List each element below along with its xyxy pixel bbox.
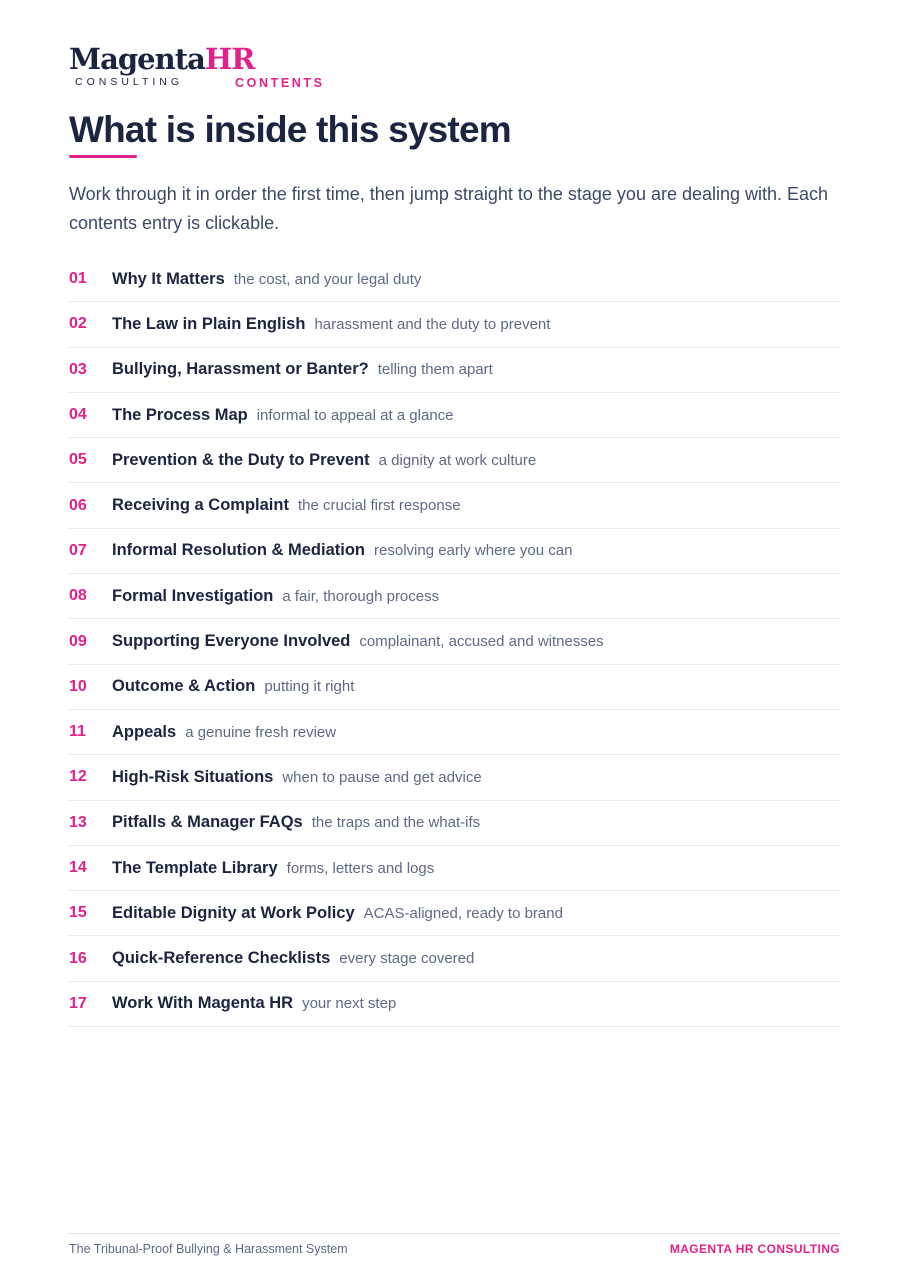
toc-entry-description: complainant, accused and witnesses	[359, 633, 604, 651]
toc-entry-title[interactable]: Editable Dignity at Work Policy	[112, 903, 355, 922]
toc-entry[interactable]	[69, 710, 840, 755]
toc-entry-description: ACAS-aligned, ready to brand	[363, 904, 563, 922]
toc-entry-title[interactable]: Quick-Reference Checklists	[112, 949, 331, 968]
toc-entry[interactable]	[69, 348, 840, 393]
toc-entry[interactable]	[69, 529, 840, 574]
toc-entry-description: informal to appeal at a glance	[256, 406, 454, 424]
toc-entry-title[interactable]: Pitfalls & Manager FAQs	[112, 813, 303, 832]
toc-entry-description: every stage covered	[339, 950, 475, 968]
toc-entry-number: 12	[69, 768, 87, 786]
toc-entry-description: forms, letters and logs	[286, 859, 435, 877]
toc-entry-title[interactable]: Formal Investigation	[112, 586, 274, 605]
toc-entry-number: 01	[69, 270, 87, 288]
logo-wordmark	[69, 42, 254, 76]
toc-entry[interactable]	[69, 483, 840, 528]
page-title: What is inside this system	[69, 109, 511, 150]
footer-document-title: The Tribunal-Proof Bullying & Harassment System	[69, 1242, 348, 1256]
toc-entry-number: 14	[69, 859, 87, 876]
toc-entry-number: 13	[69, 813, 87, 831]
toc-entry[interactable]	[69, 302, 840, 347]
toc-entry[interactable]	[69, 982, 840, 1027]
toc-entry-title[interactable]: High-Risk Situations	[112, 767, 274, 786]
toc-entry-title[interactable]: Prevention & the Duty to Prevent	[112, 450, 370, 469]
section-tag: CONTENTS	[235, 76, 325, 90]
contents-list	[69, 257, 840, 1027]
toc-entry-description: the crucial first response	[297, 497, 461, 515]
toc-entry-title[interactable]: Why It Matters	[112, 269, 225, 288]
toc-entry-number: 17	[69, 994, 87, 1012]
toc-entry-title[interactable]: Outcome & Action	[112, 677, 256, 696]
toc-entry[interactable]	[69, 936, 840, 981]
toc-entry[interactable]	[69, 438, 840, 483]
toc-entry-number: 06	[69, 496, 87, 514]
toc-entry-number: 05	[69, 451, 87, 469]
toc-entry-title[interactable]: Supporting Everyone Involved	[112, 632, 351, 651]
toc-entry-number: 02	[69, 315, 87, 333]
toc-entry-number: 03	[69, 360, 87, 378]
toc-entry-number: 07	[69, 541, 87, 559]
toc-entry-title[interactable]: Bullying, Harassment or Banter?	[112, 360, 369, 379]
brand-logo	[69, 42, 254, 88]
toc-entry-description: the cost, and your legal duty	[233, 270, 422, 288]
toc-entry[interactable]	[69, 891, 840, 936]
title-underline	[69, 155, 137, 158]
toc-entry-description: a dignity at work culture	[378, 451, 537, 469]
toc-entry-description: your next step	[302, 995, 397, 1013]
toc-entry-description: a genuine fresh review	[185, 723, 337, 741]
toc-entry-number: 04	[69, 406, 87, 424]
logo-subtitle: CONSULTING	[75, 76, 184, 88]
toc-entry-description: the traps and the what-ifs	[311, 814, 481, 832]
toc-entry-title[interactable]: The Process Map	[112, 405, 248, 424]
toc-entry-description: putting it right	[264, 678, 355, 696]
toc-entry[interactable]	[69, 846, 840, 891]
logo-wordmark-hr: HR	[204, 42, 255, 76]
toc-entry-title[interactable]: Informal Resolution & Mediation	[112, 541, 366, 560]
toc-entry[interactable]	[69, 665, 840, 710]
toc-entry-description: a fair, thorough process	[282, 587, 440, 605]
toc-entry-description: when to pause and get advice	[282, 768, 482, 786]
toc-entry-description: telling them apart	[377, 361, 493, 379]
toc-entry-number: 16	[69, 949, 87, 967]
toc-entry[interactable]	[69, 619, 840, 664]
toc-entry[interactable]	[69, 801, 840, 846]
toc-entry-title[interactable]: The Template Library	[112, 858, 278, 877]
toc-entry-number: 08	[69, 587, 87, 605]
toc-entry[interactable]	[69, 393, 840, 438]
toc-entry-number: 10	[69, 677, 87, 695]
footer-divider	[69, 1233, 840, 1234]
footer-brand: MAGENTA HR CONSULTING	[669, 1242, 840, 1256]
toc-entry-number: 15	[69, 904, 87, 922]
toc-entry-number: 11	[69, 723, 86, 741]
toc-entry-title[interactable]: The Law in Plain English	[112, 314, 306, 333]
toc-entry[interactable]	[69, 755, 840, 800]
toc-entry-title[interactable]: Work With Magenta HR	[112, 994, 294, 1013]
toc-entry-number: 09	[69, 632, 87, 650]
toc-entry-title[interactable]: Appeals	[112, 722, 177, 741]
toc-entry[interactable]	[69, 574, 840, 619]
toc-entry-description: harassment and the duty to prevent	[314, 315, 551, 333]
toc-entry-description: resolving early where you can	[374, 542, 573, 560]
logo-wordmark-magenta: Magenta	[69, 42, 205, 76]
toc-entry-title[interactable]: Receiving a Complaint	[112, 496, 289, 515]
intro-text: Work through it in order the first time, then jump straight to the stage you are dealing with. Each contents entry is clickable.	[69, 184, 829, 233]
toc-entry[interactable]	[69, 257, 840, 302]
